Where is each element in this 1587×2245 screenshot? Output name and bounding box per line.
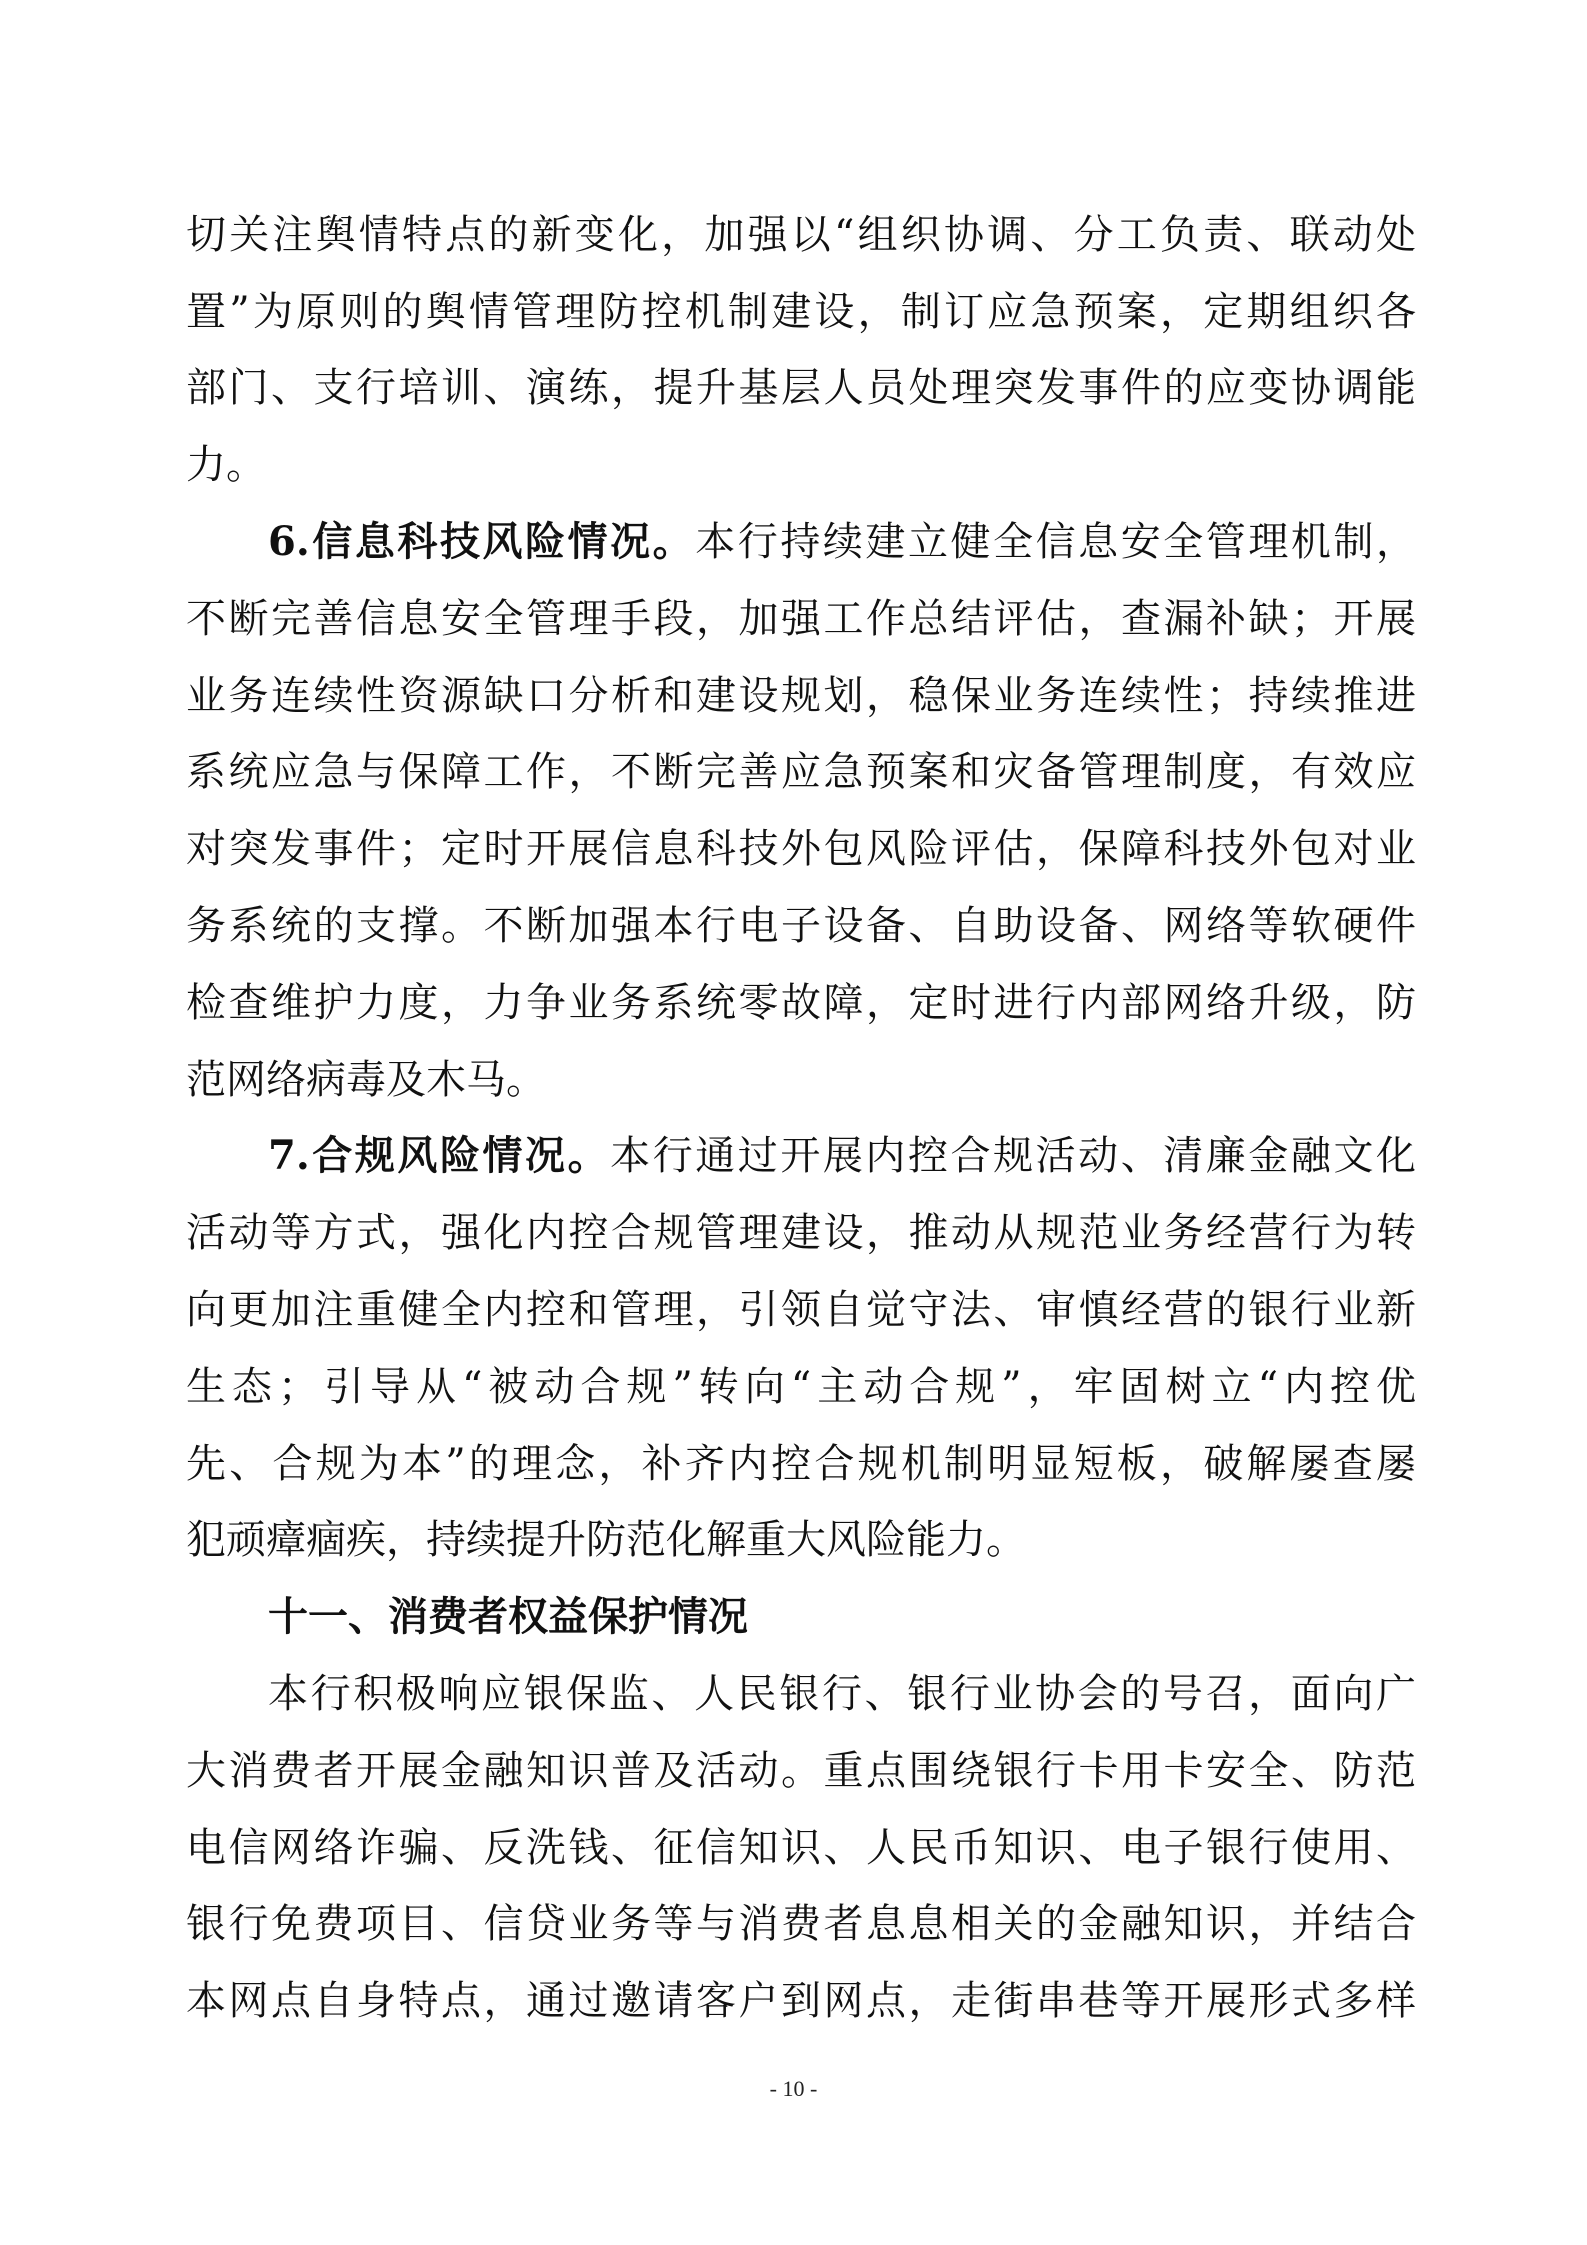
paragraph-line: 不断完善信息安全管理手段，加强工作总结评估，查漏补缺；开展 [186, 596, 1416, 642]
paragraph-line: 检查维护力度，力争业务系统零故障，定时进行内部网络升级，防 [186, 980, 1416, 1026]
paragraph-line: 务系统的支撑。不断加强本行电子设备、自助设备、网络等软硬件 [186, 903, 1416, 949]
paragraph-line: 业务连续性资源缺口分析和建设规划，稳保业务连续性；持续推进 [186, 673, 1416, 719]
section-7-first-line [268, 1126, 1416, 1186]
section-11-heading: 十一、消费者权益保护情况 [268, 1593, 748, 1640]
paragraph-line: 银行免费项目、信贷业务等与消费者息息相关的金融知识，并结合 [186, 1901, 1416, 1947]
section-6-lead-text: 本行持续建立健全信息安全管理机制， [695, 519, 1416, 565]
section-7-heading: 7.合规风险情况。 [268, 1132, 611, 1179]
paragraph-line: 部门、支行培训、演练，提升基层人员处理突发事件的应变协调能 [186, 365, 1416, 411]
paragraph-line: 对突发事件；定时开展信息科技外包风险评估，保障科技外包对业 [186, 826, 1416, 872]
paragraph-line: 范网络病毒及木马。 [186, 1057, 546, 1103]
paragraph-line: 活动等方式，强化内控合规管理建设，推动从规范业务经营行为转 [186, 1210, 1416, 1256]
section-6-heading: 6.信息科技风险情况。 [268, 518, 696, 565]
paragraph-line: 大消费者开展金融知识普及活动。重点围绕银行卡用卡安全、防范 [186, 1748, 1416, 1794]
section-6-first-line [268, 512, 1416, 572]
paragraph-line: 电信网络诈骗、反洗钱、征信知识、人民币知识、电子银行使用、 [186, 1825, 1416, 1871]
paragraph-line: 向更加注重健全内控和管理，引领自觉守法、审慎经营的银行业新 [186, 1287, 1416, 1333]
paragraph-line: 犯顽瘴痼疾，持续提升防范化解重大风险能力。 [186, 1517, 1026, 1563]
page-number: - 10 - [769, 2076, 818, 2101]
paragraph-line: 本网点自身特点，通过邀请客户到网点，走街串巷等开展形式多样 [186, 1978, 1416, 2024]
section-7-lead-text: 本行通过开展内控合规活动、清廉金融文化 [610, 1133, 1416, 1179]
paragraph-line: 本行积极响应银保监、人民银行、银行业协会的号召，面向广 [268, 1671, 1416, 1717]
paragraph-line: 系统应急与保障工作，不断完善应急预案和灾备管理制度，有效应 [186, 749, 1416, 795]
paragraph-line: 先、合规为本”的理念，补齐内控合规机制明显短板，破解屡查屡 [186, 1441, 1416, 1487]
paragraph-line: 生态；引导从“被动合规”转向“主动合规”，牢固树立“内控优 [186, 1364, 1416, 1410]
paragraph-line: 力。 [186, 442, 266, 488]
paragraph-line: 切关注舆情特点的新变化，加强以“组织协调、分工负责、联动处 [186, 212, 1416, 258]
paragraph-line: 置”为原则的舆情管理防控机制建设，制订应急预案，定期组织各 [186, 289, 1416, 335]
